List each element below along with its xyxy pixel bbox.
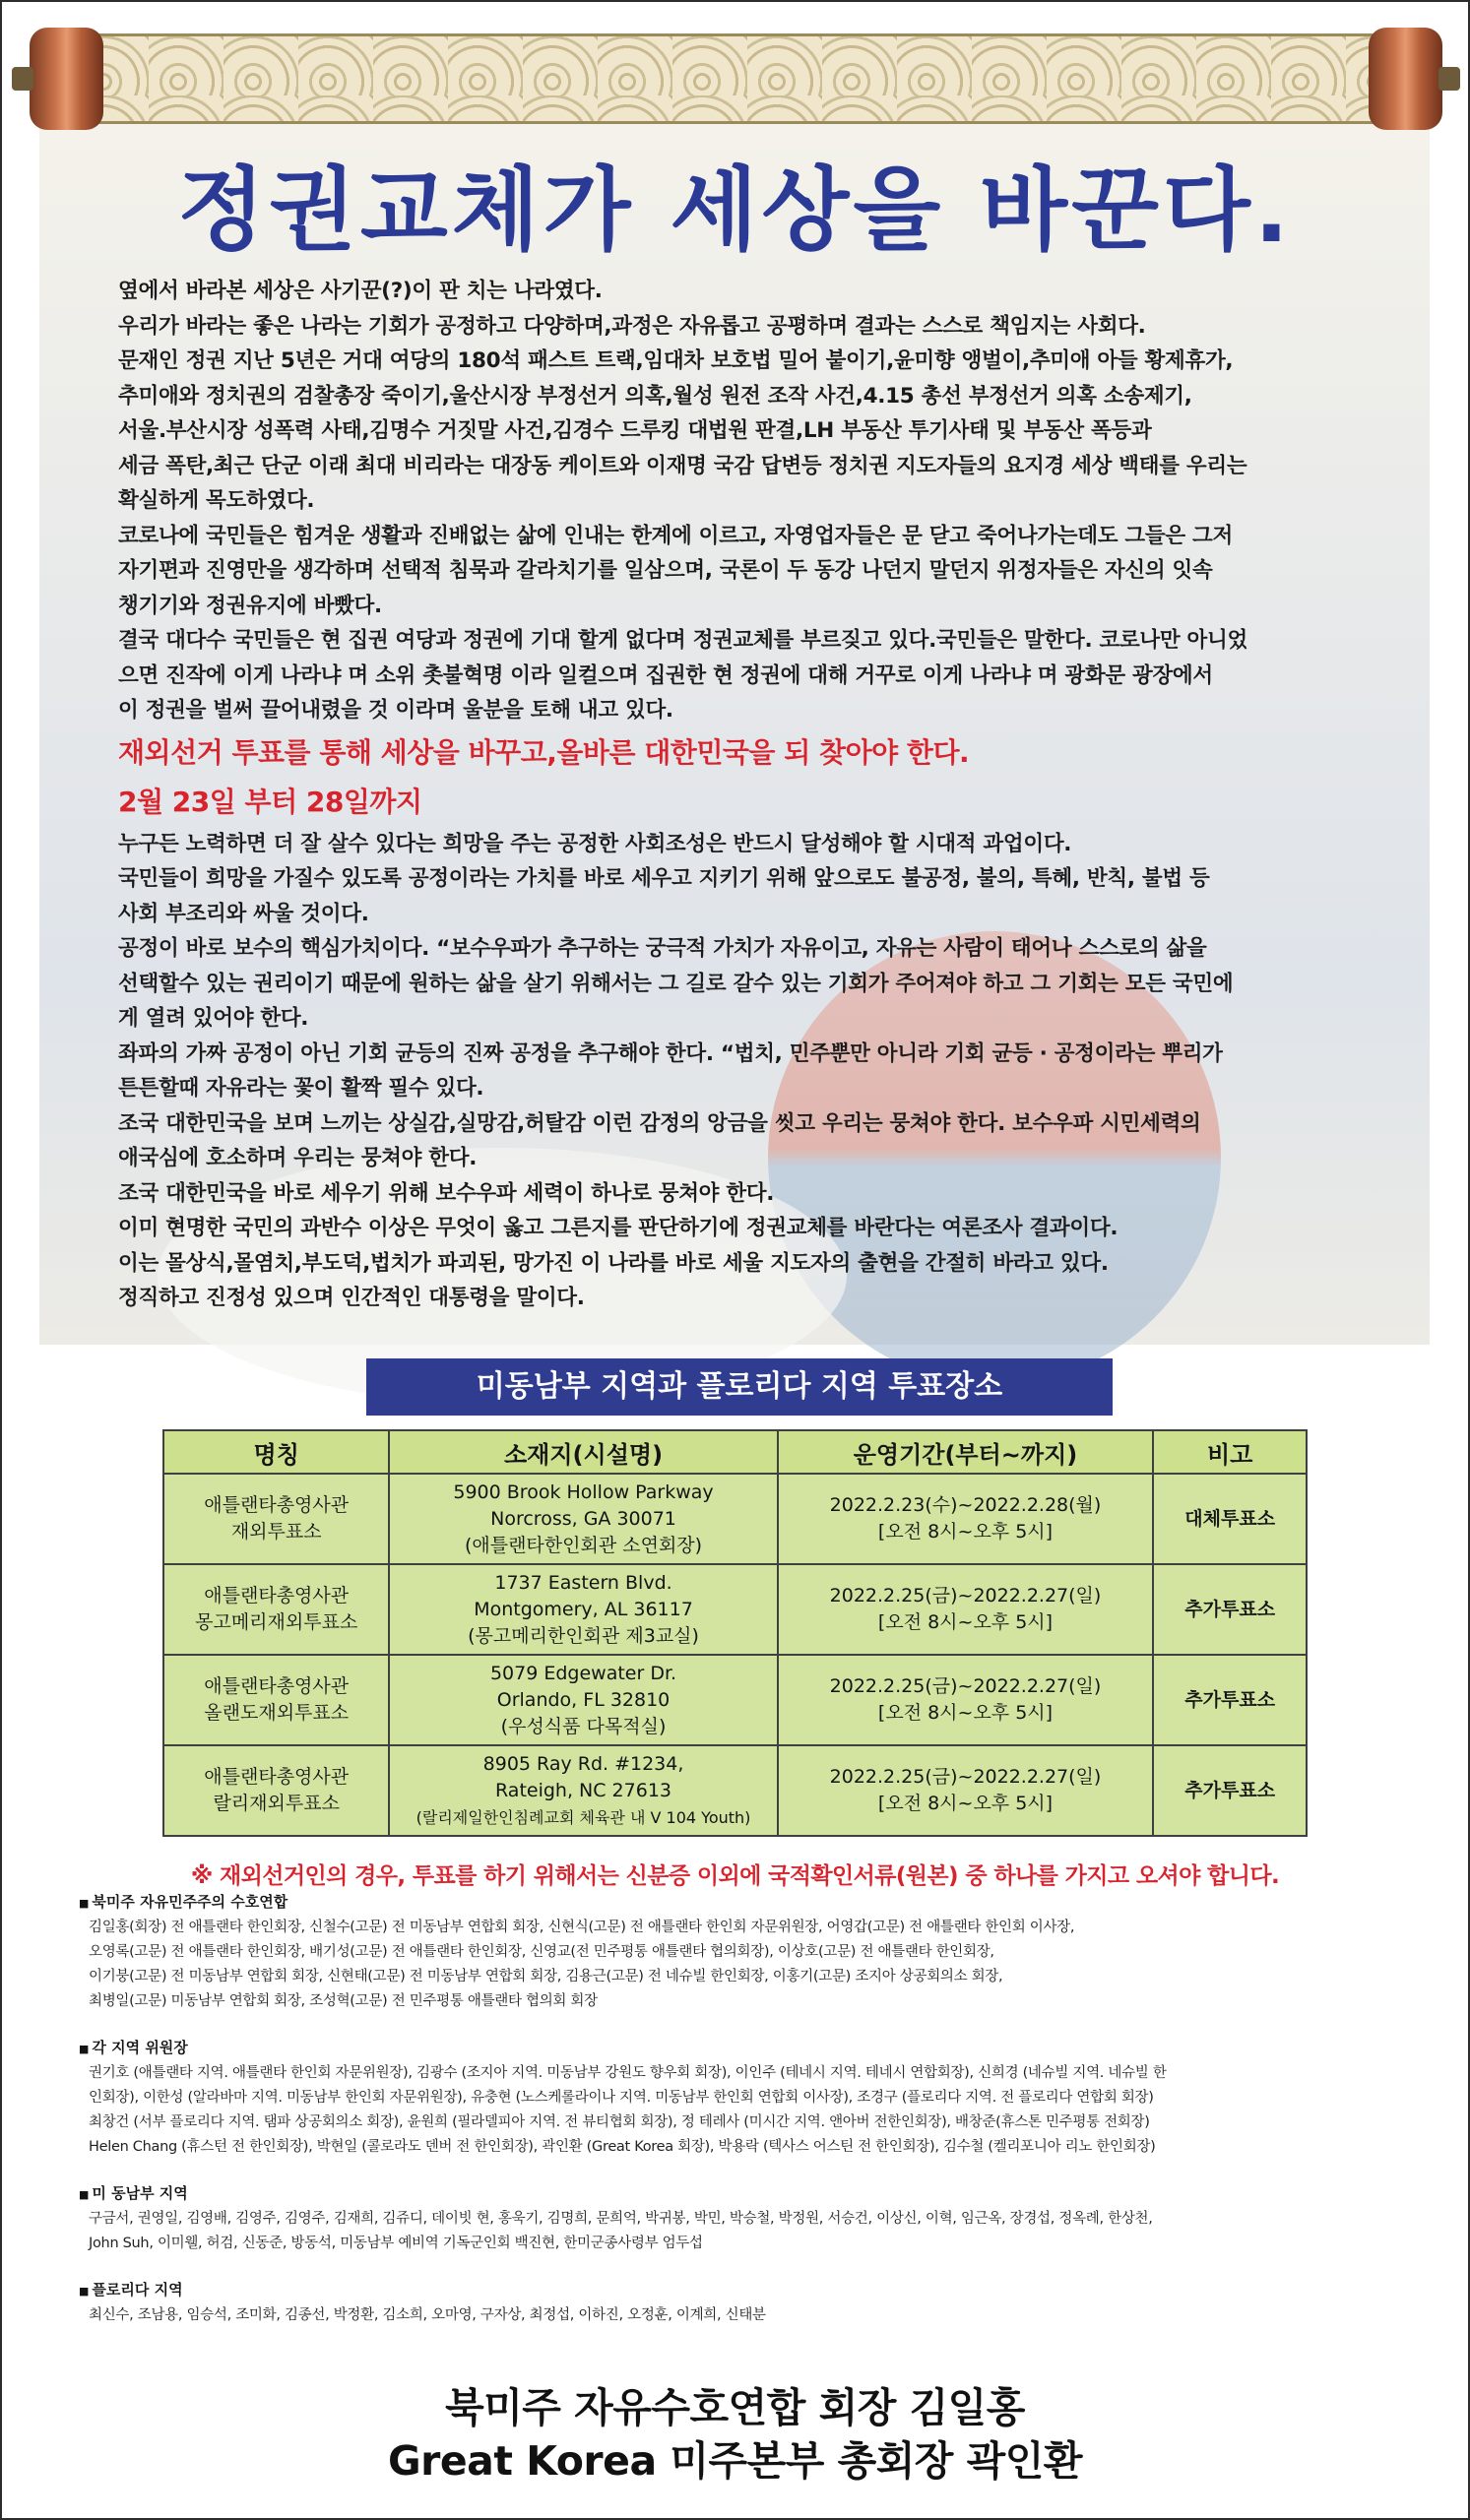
group-line: 이기붕(고문) 전 미동남부 연합회 회장, 신현태(고문) 전 미동남부 연합회 회장, 김용근(고문) 전 네슈빌 한인회장, 이홍기(고문) 조지아 상공회의소 회장, (89, 1969, 1003, 1984)
paragraph-line: 정직하고 진정성 있으며 인간적인 대통령을 말이다. (118, 1286, 585, 1310)
venue-period-cell: 2022.2.25(금)~2022.2.27(일) [오전 8시~오후 5시] (778, 1745, 1154, 1836)
paragraph-line: 조국 대한민국을 바로 세우기 위해 보수우파 세력이 하나로 뭉쳐야 한다. (118, 1180, 775, 1206)
paragraph-line: 추미애와 정치권의 검찰총장 죽이기,울산시장 부정선거 의혹,월성 원전 조작 사건,4.15 총선 부정선거 의혹 소송제기, (118, 383, 1192, 409)
paragraph-line: 사회 부조리와 싸울 것이다. (118, 901, 369, 926)
paragraph-line: 챙기기와 정권유지에 바빴다. (118, 593, 382, 618)
scroll-header-pattern (74, 33, 1398, 124)
paragraph-line: 이미 현명한 국민의 과반수 이상은 무엇이 옳고 그른지를 판단하기에 정권교체를 바란다는 여론조사 결과이다. (118, 1216, 1118, 1240)
body-text (118, 274, 1359, 1316)
paragraph-line: 세금 폭탄,최근 단군 이래 최대 비리라는 대장동 케이트와 이재명 국감 답변등 정치권 지도자들의 요지경 세상 백태를 우리는 (118, 453, 1247, 478)
paragraph-line: 이는 몰상식,몰염치,부도덕,법치가 파괴된, 망가진 이 나라를 바로 세울 지도자의 출현을 간절히 바라고 있다. (118, 1250, 1109, 1276)
table-row (163, 1745, 1307, 1836)
venue-name-cell: 애틀랜타총영사관 재외투표소 (163, 1474, 389, 1564)
paragraph-line: 게 열려 있어야 한다. (118, 1006, 309, 1031)
red-slogan: 재외선거 투표를 통해 세상을 바꾸고,올바른 대한민국을 되 찾아야 한다. (118, 735, 970, 769)
group-line: 오영록(고문) 전 애틀랜타 한인회장, 배기성(고문) 전 애틀랜타 한인회장, 신영교(전 민주평통 애틀랜타 협의회장), 이상호(고문) 전 애틀랜타 한인회장, (89, 1944, 994, 1960)
group-line: 최신수, 조남용, 임승석, 조미화, 김종선, 박정환, 김소희, 오마영, 구자상, 최정섭, 이하진, 오정훈, 이계희, 신태분 (89, 2307, 766, 2323)
group-line: 권기호 (애틀랜타 지역. 애틀랜타 한인회 자문위원장), 김광수 (조지아 지역. 미동남부 강원도 향우회 회장), 이인주 (테네시 지역. 테네시 연합회장), 신희경 (네슈빌 지역. 네슈빌 한 (89, 2065, 1167, 2081)
member-group (79, 2278, 1418, 2328)
column-header-note: 비고 (1153, 1430, 1307, 1474)
id-notice: ※ 재외선거인의 경우, 투표를 하기 위해서는 신분증 이외에 국적확인서류(원본) 중 하나를 가지고 오셔야 합니다. (190, 1863, 1280, 1889)
group-line: 최병일(고문) 미동남부 연합회 회장, 조성혁(고문) 전 민주평통 애틀랜타 협의회 회장 (89, 1993, 598, 2009)
paragraph-line: 튼튼할때 자유라는 꽃이 활짝 필수 있다. (118, 1076, 484, 1101)
venue-name-cell: 애틀랜타총영사관 몽고메리재외투표소 (163, 1564, 389, 1655)
paragraph-line: 누구든 노력하면 더 잘 살수 있다는 희망을 주는 공정한 사회조성은 반드시 달성해야 할 시대적 과업이다. (118, 831, 1072, 856)
paragraph-line: 우리가 바라는 좋은 나라는 기회가 공정하고 다양하며,과정은 자유롭고 공평하며 결과는 스스로 책임지는 사회다. (118, 313, 1146, 339)
paragraph-line: 자기편과 진영만을 생각하며 선택적 침묵과 갈라치기를 일삼으며, 국론이 두 동강 나던지 말던지 위정자들은 자신의 잇속 (118, 558, 1213, 583)
member-group (79, 2181, 1418, 2256)
column-header-period: 운영기간(부터~까지) (778, 1430, 1154, 1474)
group-line: Helen Chang (휴스턴 전 한인회장), 박현일 (콜로라도 덴버 전 한인회장), 곽인환 (Great Korea 회장), 박용락 (텍사스 어스틴 전 한인회장), 김수철 (켈리포니아 리노 한인회장) (89, 2139, 1156, 2155)
paragraph-line: 으면 진작에 이게 나라냐 며 소위 촛불혁명 이라 일컬으며 집권한 현 정권에 대해 거꾸로 이게 나라냐 며 광화문 광장에서 (118, 662, 1213, 688)
venue-name-cell: 애틀랜타총영사관 랄리재외투표소 (163, 1745, 389, 1836)
table-header-row (163, 1430, 1307, 1474)
venue-address-cell: 5079 Edgewater Dr. Orlando, FL 32810 (우성식품 다목적실) (389, 1655, 777, 1745)
group-title: ■ 플로리다 지역 (79, 2278, 1418, 2303)
table-title: 미동남부 지역과 플로리다 지역 투표장소 (366, 1358, 1113, 1416)
paragraph-line: 서울.부산시장 성폭력 사태,김명수 거짓말 사건,김경수 드루킹 대법원 판결,LH 부동산 투기사태 및 부동산 폭등과 (118, 418, 1152, 443)
table-row (163, 1655, 1307, 1745)
venue-address-cell: 8905 Ray Rd. #1234, Rateigh, NC 27613 (랄리제일한인침례교회 체육관 내 V 104 Youth) (389, 1745, 777, 1836)
paragraph-line: 공정이 바로 보수의 핵심가치이다. “보수우파가 추구하는 궁극적 가치가 자유이고, 자유는 사람이 태어나 스스로의 삶을 (118, 936, 1207, 961)
group-title: ■ 북미주 자유민주주의 수호연합 (79, 1890, 1418, 1916)
venue-name-cell: 애틀랜타총영사관 올랜도재외투표소 (163, 1655, 389, 1745)
venue-period-cell: 2022.2.23(수)~2022.2.28(월) [오전 8시~오후 5시] (778, 1474, 1154, 1564)
group-line: 김일홍(회장) 전 애틀랜타 한인회장, 신철수(고문) 전 미동남부 연합회 회장, 신현식(고문) 전 애틀랜타 한인회 자문위원장, 어영갑(고문) 전 애틀랜타 한인회 이사장, (89, 1920, 1075, 1935)
paragraph-line: 문재인 정권 지난 5년은 거대 여당의 180석 패스트 트랙,임대차 보호법 밀어 붙이기,윤미향 앵벌이,추미애 아들 황제휴가, (118, 348, 1234, 373)
red-dates: 2월 23일 부터 28일까지 (118, 785, 422, 818)
footer-line-2: Great Korea 미주본부 총회장 곽인환 (387, 2437, 1082, 2485)
scroll-roller-right (1369, 28, 1442, 130)
group-line: John Suh, 이미웰, 허검, 신동준, 방동석, 미동남부 예비역 기독군인회 백진현, 한미군종사령부 엄두섭 (89, 2236, 703, 2251)
signature-footer (0, 2382, 1470, 2488)
paragraph-line: 조국 대한민국을 보며 느끼는 상실감,실망감,허탈감 이런 감정의 앙금을 씻고 우리는 뭉쳐야 한다. 보수우파 시민세력의 (118, 1110, 1201, 1136)
paragraph-line: 이 정권을 벌써 끌어내렸을 것 이라며 울분을 토해 내고 있다. (118, 698, 673, 723)
footer-line-1: 북미주 자유수호연합 회장 김일홍 (445, 2384, 1025, 2431)
polling-places-table (162, 1429, 1308, 1837)
venue-note-cell: 추가투표소 (1153, 1564, 1307, 1655)
group-title: ■ 각 지역 위원장 (79, 2036, 1418, 2061)
paragraph-line: 결국 대다수 국민들은 현 집권 여당과 정권에 기대 할게 없다며 정권교체를 부르짖고 있다.국민들은 말한다. 코로나만 아니었 (118, 628, 1247, 653)
paragraph-line: 애국심에 호소하며 우리는 뭉쳐야 한다. (118, 1146, 478, 1170)
paragraph-line: 옆에서 바라본 세상은 사기꾼(?)이 판 치는 나라였다. (118, 279, 603, 303)
table-row (163, 1564, 1307, 1655)
venue-note-cell: 대체투표소 (1153, 1474, 1307, 1564)
venue-address-cell: 1737 Eastern Blvd. Montgomery, AL 36117 (몽고메리한인회관 제3교실) (389, 1564, 777, 1655)
venue-period-cell: 2022.2.25(금)~2022.2.27(일) [오전 8시~오후 5시] (778, 1655, 1154, 1745)
column-header-name: 명칭 (163, 1430, 389, 1474)
venue-address-cell: 5900 Brook Hollow Parkway Norcross, GA 30071 (애틀랜타한인회관 소연회장) (389, 1474, 777, 1564)
column-header-address: 소재지(시설명) (389, 1430, 777, 1474)
member-group (79, 1890, 1418, 2014)
venue-note-cell: 추가투표소 (1153, 1655, 1307, 1745)
venue-period-cell: 2022.2.25(금)~2022.2.27(일) [오전 8시~오후 5시] (778, 1564, 1154, 1655)
member-group (79, 2036, 1418, 2160)
scroll-roller-left (30, 28, 103, 130)
member-lists (79, 1890, 1418, 2350)
group-line: 최창건 (서부 플로리다 지역. 탬파 상공회의소 회장), 윤원희 (필라델피아 지역. 전 뷰티협회 회장), 정 테레사 (미시간 지역. 앤아버 전한인회장), 배창준(휴스톤 민주평통 전회장) (89, 2114, 1150, 2130)
table-row (163, 1474, 1307, 1564)
venue-note-cell: 추가투표소 (1153, 1745, 1307, 1836)
paragraph-line: 선택할수 있는 권리이기 때문에 원하는 삶을 살기 위해서는 그 길로 갈수 있는 기회가 주어져야 하고 그 기회는 모든 국민에 (118, 971, 1234, 996)
group-line: 구금서, 권영일, 김영배, 김영주, 김영주, 김재희, 김쥬디, 데이빗 현, 홍욱기, 김명희, 문희억, 박귀봉, 박민, 박승철, 박정원, 서승건, 이상신, 이혁, 임근옥, 장경섭, 정옥례, 한상천, (89, 2211, 1153, 2227)
group-line: 인회장), 이한성 (알라바마 지역. 미동남부 한인회 자문위원장), 유충현 (노스케롤라이나 지역. 미동남부 한인회 연합회 이사장), 조경구 (플로리다 지역. 전 플로리다 연합회 회장) (89, 2090, 1154, 2106)
paragraph-line: 국민들이 희망을 가질수 있도록 공정이라는 가치를 바로 세우고 지키기 위해 앞으로도 불공정, 불의, 특혜, 반칙, 불법 등 (118, 866, 1210, 891)
group-title: ■ 미 동남부 지역 (79, 2181, 1418, 2207)
paragraph-line: 코로나에 국민들은 힘겨운 생활과 진배없는 삶에 인내는 한계에 이르고, 자영업자들은 문 닫고 죽어나가는데도 그들은 그저 (118, 523, 1233, 548)
paragraph-line: 확실하게 목도하였다. (118, 488, 315, 513)
headline: 정권교체가 세상을 바꾼다. (177, 158, 1293, 263)
paragraph-line: 좌파의 가짜 공정이 아닌 기회 균등의 진짜 공정을 추구해야 한다. “법치, 민주뿐만 아니라 기회 균등 · 공정이라는 뿌리가 (118, 1040, 1223, 1066)
